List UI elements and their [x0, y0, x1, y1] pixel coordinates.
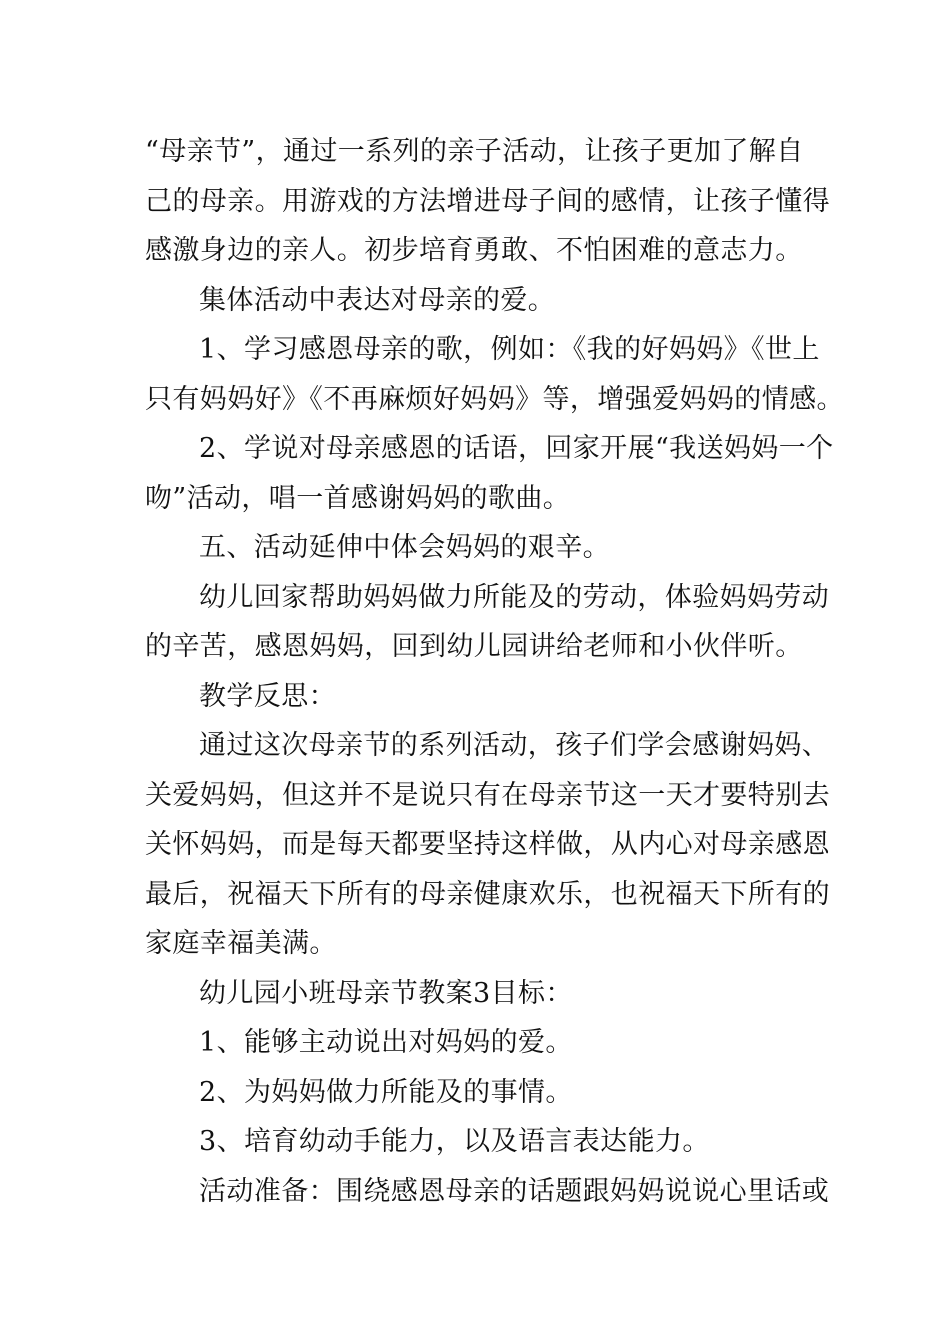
text-line: 2、为妈妈做力所能及的事情。 [199, 1076, 573, 1108]
text-line: 1、能够主动说出对妈妈的爱。 [199, 1027, 573, 1058]
text-line: 吻”活动，唱一首感谢妈妈的歌曲。 [145, 482, 571, 514]
text-line: 家庭幸福美满。 [145, 928, 337, 959]
text-line: 3、培育幼动手能力，以及语言表达能力。 [199, 1126, 710, 1157]
text-line: 只有妈妈好》《不再麻烦好妈妈》等，增强爱妈妈的情感。 [145, 383, 844, 415]
text-line: 集体活动中表达对母亲的爱。 [199, 284, 556, 316]
text-line: 通过这次母亲节的系列活动，孩子们学会感谢妈妈、 [199, 730, 830, 761]
text-line: 最后，祝福天下所有的母亲健康欢乐，也祝福天下所有的 [145, 878, 830, 910]
document-body [145, 127, 844, 1216]
text-line: 活动准备：围绕感恩母亲的话题跟妈妈说说心里话或 [199, 1175, 830, 1207]
text-line: 己的母亲。用游戏的方法增进母子间的感情，让孩子懂得 [145, 185, 830, 217]
text-line: 感激身边的亲人。初步培育勇敢、不怕困难的意志力。 [145, 235, 803, 266]
text-line: 关怀妈妈，而是每天都要坚持这样做，从内心对母亲感恩 [145, 829, 830, 860]
text-line: “母亲节”，通过一系列的亲子活动，让孩子更加了解自 [145, 136, 804, 167]
text-line: 关爱妈妈，但这并不是说只有在母亲节这一天才要特别去 [145, 779, 830, 811]
text-line: 五、活动延伸中体会妈妈的艰辛。 [199, 532, 610, 563]
text-line: 教学反思： [199, 680, 336, 712]
text-line: 1、学习感恩母亲的歌，例如：《我的好妈妈》《世上 [199, 334, 820, 365]
text-line: 幼儿园小班母亲节教案3目标： [199, 977, 573, 1009]
text-line: 2、学说对母亲感恩的话语，回家开展“我送妈妈一个 [199, 433, 834, 464]
text-line: 幼儿回家帮助妈妈做力所能及的劳动，体验妈妈劳动 [199, 581, 830, 613]
text-line: 的辛苦，感恩妈妈，回到幼儿园讲给老师和小伙伴听。 [145, 631, 803, 662]
